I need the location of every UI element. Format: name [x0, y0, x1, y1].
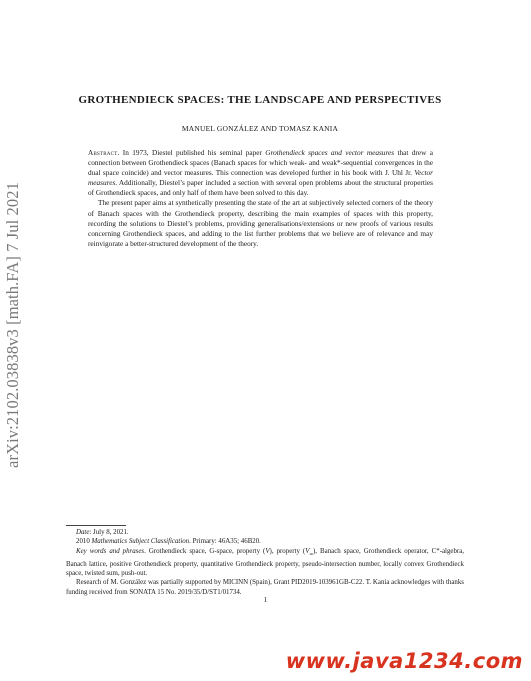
- footnote-keywords: [66, 547, 464, 579]
- footnote-label: Date: [76, 529, 90, 536]
- footnote-text: . Grothendieck space, G-space, property (: [144, 547, 266, 555]
- arxiv-identifier-text: arXiv:2102.03838v3 [math.FA] 7 Jul 2021: [3, 182, 22, 468]
- footnote-msc: [66, 537, 464, 546]
- footnote-text: : July 8, 2021.: [89, 529, 129, 536]
- abstract-text: that drew a connection between Grothendieck spaces (Banach spaces for which weak- and weak*-sequential convergences in the dual space coincide) and vector measures. This connection was developed further in his book with J. Uhl Jr.: [88, 148, 433, 178]
- footnote-label: Mathematics Subject Classification: [91, 538, 190, 546]
- abstract: [88, 148, 433, 249]
- abstract-text: . Additionally, Diestel’s paper included a section with several open problems about the structural properties of Grothendieck spaces, and only half of them have been solved to this day.: [88, 178, 433, 198]
- abstract-italic-text: Grothendieck spaces and vector measures: [265, 148, 395, 157]
- paper-authors: MANUEL GONZÁLEZ AND TOMASZ KANIA: [181, 124, 339, 133]
- abstract-text: In 1973, Diestel published his seminal paper: [119, 148, 266, 157]
- footnote-text: 2010: [76, 538, 92, 546]
- footnote-date: [66, 528, 464, 537]
- footnote-text: ), property (: [269, 547, 306, 555]
- arxiv-identifier-stamp: [2, 150, 24, 500]
- footnote-math: V: [265, 547, 270, 555]
- abstract-paragraph-2: The present paper aims at synthetically presenting the state of the art at subjectively selected corners of the theory of Banach spaces with the Grothendieck property, describing the main examples of spaces with this property, recording the solutions to Diestel’s problems, providing generalisations/extensions or new proofs of various results concerning Grothendieck spaces, and adding to the list further problems that we believe are of relevance and may reinvigorate a better-structured development of the theory.: [88, 198, 433, 248]
- footnote-label: Key words and phrases: [76, 547, 145, 555]
- abstract-label: Abstract.: [88, 148, 120, 157]
- footnote-math: V: [305, 547, 310, 555]
- footnote-research: Research of M. González was partially supported by MICINN (Spain), Grant PID2019-103961GB-C22. T. Kania acknowledges with thanks funding received from SONATA 15 No. 2019/35/D/ST1/01734.: [66, 579, 464, 596]
- footnote-math-subscript: ∞: [309, 552, 314, 558]
- page-number: 1: [263, 596, 268, 604]
- footnote-text: ), Banach space, Grothendieck operator, C*-algebra, Banach lattice, positive Grothendieck property, quantitative Grothendieck property, pseudo-intersection number, locally convex Grothendieck space, twisted sum, push-out.: [66, 547, 464, 577]
- paper-title: GROTHENDIECK SPACES: THE LANDSCAPE AND PERSPECTIVES: [78, 94, 442, 106]
- footnote-divider: [66, 525, 126, 526]
- footnote-text: . Primary: 46A35; 46B20.: [189, 538, 261, 546]
- watermark: www.java1234.com: [285, 649, 523, 673]
- abstract-paragraph-1: [88, 148, 433, 198]
- abstract-italic-text: Vector measures: [88, 168, 433, 188]
- footnotes: [66, 528, 464, 597]
